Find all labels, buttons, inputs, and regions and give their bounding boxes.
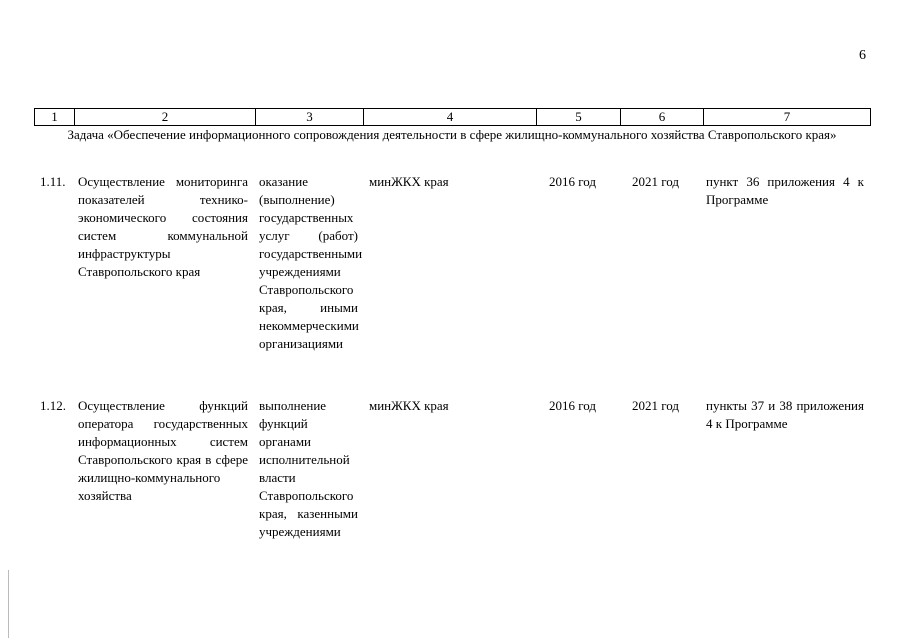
- reference-text: пункт 36 приложения 4 к Программе: [706, 174, 864, 207]
- header-col-2: 2: [75, 109, 256, 126]
- header-col-1: 1: [35, 109, 75, 126]
- form-text: оказание (выполнение) государственных услуг (работ) государственными учреждениями Ставропольского края, иными некоммерческими организациями: [259, 174, 363, 351]
- end-year: 2021 год: [632, 174, 679, 189]
- start-year: 2016 год: [549, 174, 596, 189]
- column-number-header: [34, 108, 871, 126]
- executor-text: минЖКХ края: [369, 398, 449, 413]
- activity-text: Осуществление функций оператора государственных информационных систем Ставропольского края в сфере жилищно-коммунального хозяйства: [78, 398, 248, 503]
- page-number: 6: [859, 48, 866, 63]
- start-year: 2016 год: [549, 398, 596, 413]
- header-col-6: 6: [621, 109, 704, 126]
- executor-text: минЖКХ края: [369, 174, 449, 189]
- scan-margin-line: [8, 570, 9, 638]
- header-col-7: 7: [704, 109, 871, 126]
- row-number: 1.12.: [40, 398, 66, 413]
- row-number: 1.11.: [40, 174, 66, 189]
- activity-text: Осуществление мониторинга показателей технико-экономического состояния систем коммунальной инфраструктуры Ставропольского края: [78, 174, 248, 279]
- reference-text: пункты 37 и 38 приложения 4 к Программе: [706, 398, 864, 431]
- header-col-4: 4: [364, 109, 537, 126]
- form-text: выполнение функций органами исполнительной власти Ставропольского края, казенными учреждениями: [259, 398, 358, 539]
- header-col-5: 5: [537, 109, 621, 126]
- end-year: 2021 год: [632, 398, 679, 413]
- task-title: Задача «Обеспечение информационного сопровождения деятельности в сфере жилищно-коммунального хозяйства Ставропольского края»: [67, 127, 837, 142]
- header-col-3: 3: [256, 109, 364, 126]
